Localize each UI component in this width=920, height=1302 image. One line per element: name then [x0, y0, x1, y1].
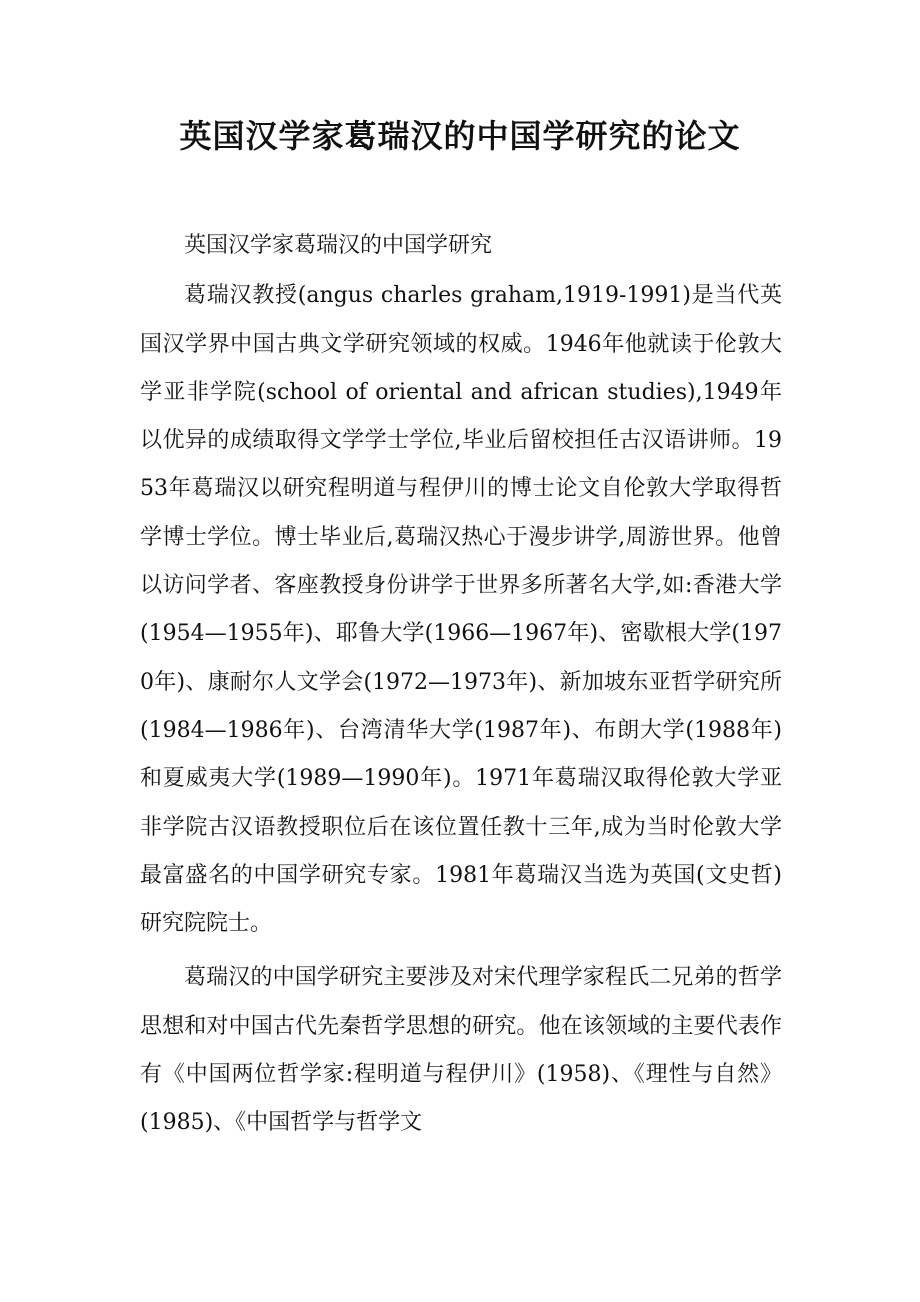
document-body — [140, 222, 782, 1148]
body-paragraph-1: 葛瑞汉教授(angus charles graham,1919-1991)是当代英国汉学界中国古典文学研究领域的权威。1946年他就读于伦敦大学亚非学院(school of oriental and african studies),1949年以优异的成绩取得文学学士学位,毕业后留校担任古汉语讲师。1953年葛瑞汉以研究程明道与程伊川的博士论文自伦敦大学取得哲学博士学位。博士毕业后,葛瑞汉热心于漫步讲学,周游世界。他曾以访问学者、客座教授身份讲学于世界多所著名大学,如:香港大学(1954—1955年)、耶鲁大学(1966—1967年)、密歇根大学(1970年)、康耐尔人文学会(1972—1973年)、新加坡东亚哲学研究所(1984—1986年)、台湾清华大学(1987年)、布朗大学(1988年)和夏威夷大学(1989—1990年)。1971年葛瑞汉取得伦敦大学亚非学院古汉语教授职位后在该位置任教十三年,成为当时伦敦大学最富盛名的中国学研究专家。1981年葛瑞汉当选为英国(文史哲)研究院院士。 — [140, 283, 782, 937]
section-subtitle: 英国汉学家葛瑞汉的中国学研究 — [184, 233, 493, 258]
body-paragraph-2: 葛瑞汉的中国学研究主要涉及对宋代理学家程氏二兄弟的哲学思想和对中国古代先秦哲学思想的研究。他在该领域的主要代表作有《中国两位哲学家:程明道与程伊川》(1958)、《理性与自然》(1985)、《中国哲学与哲学文 — [140, 965, 782, 1136]
document-title: 英国汉学家葛瑞汉的中国学研究的论文 — [179, 117, 741, 155]
